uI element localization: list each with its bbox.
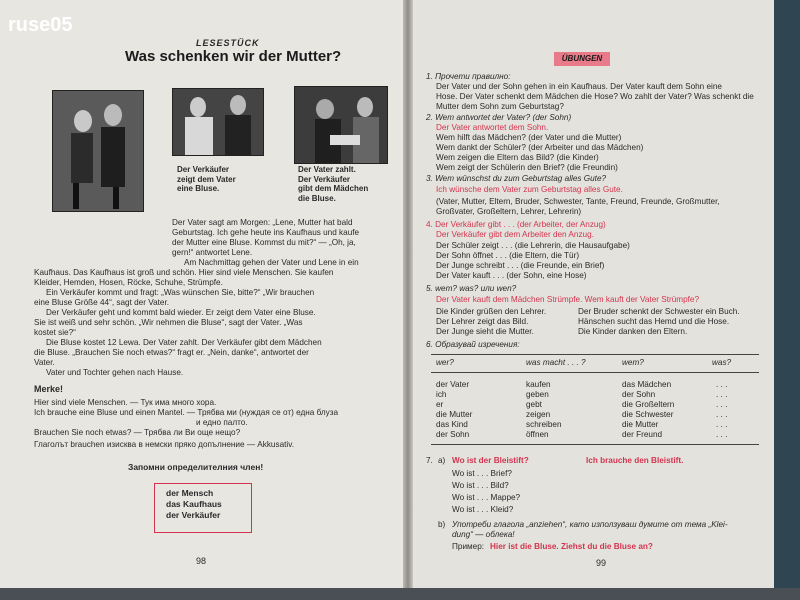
- caption-line: gibt dem Mädchen: [298, 184, 369, 193]
- ex1-line: Hose. Der Vater schenkt dem Mädchen die Hose? Wo zahlt der Vater? Was schenkt die: [436, 92, 754, 101]
- table-cell: der Sohn: [436, 430, 470, 439]
- article-box-text: [166, 488, 222, 521]
- ex2-answer: Der Vater antwortet dem Sohn.: [436, 123, 549, 132]
- table-cell: . . .: [716, 380, 728, 389]
- ex2-line: Wem zeigt der Schülerin den Brief? (die Freundin): [436, 163, 618, 172]
- page-number-right: 99: [596, 558, 607, 568]
- ex4-answer: Der Verkäufer gibt dem Arbeiter den Anzug.: [436, 230, 594, 239]
- table-header: was?: [712, 358, 732, 367]
- table-cell: zeigen: [526, 410, 551, 419]
- memo-heading: Запомни определителния член!: [128, 462, 264, 472]
- text-line: Vater.: [34, 358, 55, 367]
- table-cell: . . .: [716, 420, 728, 429]
- table-header: was macht . . . ?: [526, 358, 586, 367]
- text-line: Kaufhaus. Das Kaufhaus ist groß und schön. Hier sind viele Menschen. Sie kaufen: [34, 268, 334, 277]
- photo-payment: [294, 86, 388, 164]
- table-cell: geben: [526, 390, 549, 399]
- ex4-line: Der Schüler zeigt . . . (die Lehrerin, die Hausaufgabe): [436, 241, 630, 250]
- ex7-question: Wo ist der Bleistift?: [452, 456, 529, 465]
- ex4-line: Der Sohn öffnet . . . (die Eltern, die Tür): [436, 251, 580, 260]
- table-cell: der Vater: [436, 380, 470, 389]
- box-line: das Kaufhaus: [166, 499, 222, 509]
- ex7-line: Wo ist . . . Bild?: [452, 481, 509, 490]
- caption-line: die Bluse.: [298, 193, 336, 203]
- text-line: Der Vater sagt am Morgen: „Lene, Mutter hat bald: [172, 218, 353, 227]
- merke-line: Brauchen Sie noch etwas? — Трябва ли Ви още нещо?: [34, 428, 241, 437]
- caption-line: eine Bluse.: [177, 184, 220, 193]
- text-line: Ein Verkäufer kommt und fragt: „Was wünschen Sie, bitte?“ „Wir brauchen: [46, 288, 315, 297]
- table-header: wer?: [436, 358, 454, 367]
- caption-line: Der Vater zahlt.: [298, 165, 356, 174]
- text-line: gern!“ antwortet Lene.: [172, 248, 253, 257]
- ex5-col2-line: Hänschen sucht das Hemd und die Hose.: [578, 317, 730, 326]
- text-line: Vater und Tochter gehen nach Hause.: [46, 368, 184, 377]
- table-cell: die Schwester: [622, 410, 674, 419]
- merke-heading: Merke!: [34, 384, 64, 394]
- table-cell: die Mutter: [436, 410, 473, 419]
- caption-2: [298, 165, 368, 203]
- table-cell: die Großeltern: [622, 400, 675, 409]
- box-line: der Mensch: [166, 488, 214, 498]
- table-cell: schreiben: [526, 420, 562, 429]
- ex5-col1-line: Der Lehrer zeigt das Bild.: [436, 317, 529, 326]
- ex2-heading: 2. Wem antwortet der Vater? (der Sohn): [426, 113, 572, 122]
- ex4-heading: 4. Der Verkäufer gibt . . . (der Arbeiter, der Anzug): [426, 220, 606, 229]
- table-cell: das Kind: [436, 420, 468, 429]
- ex1-line: Der Vater und der Sohn gehen in ein Kaufhaus. Der Vater kauft dem Sohn eine: [436, 82, 722, 91]
- merke-line: Глаголът brauchen изисква в немски пряко допълнение — Akkusativ.: [34, 440, 294, 449]
- table-cell: der Freund: [622, 430, 663, 439]
- caption-line: zeigt dem Vater: [177, 174, 236, 184]
- ubungen-heading: ÜBUNGEN: [554, 52, 610, 66]
- page-number-left: 98: [196, 556, 207, 566]
- table-cell: das Mädchen: [622, 380, 672, 389]
- table-cell: . . .: [716, 410, 728, 419]
- text-line: der Mutter eine Bluse. Kommst du mit?“ — „Oh, ja,: [172, 238, 356, 247]
- book-spine: [403, 0, 413, 600]
- table-cell: er: [436, 400, 444, 409]
- ex2-line: Wem zeigen die Eltern das Bild? (die Kinder): [436, 153, 599, 162]
- table-cell: . . .: [716, 390, 728, 399]
- table-rule: [431, 354, 759, 355]
- ex3-answer: Ich wünsche dem Vater zum Geburtstag alles Gute.: [436, 185, 623, 194]
- photo-father-daughter: [52, 90, 144, 212]
- table-cell: die Mutter: [622, 420, 659, 429]
- ex7-a-label: a): [438, 456, 446, 465]
- merke-line: и едно палто.: [196, 418, 248, 427]
- merke-line: Ich brauche eine Bluse und einen Mantel. — Трябва ми (нуждая се от) една блуза: [34, 408, 339, 417]
- ex7-line: Wo ist . . . Mappe?: [452, 493, 521, 502]
- box-line: der Verkäufer: [166, 510, 221, 520]
- text-line: Der Verkäufer geht und kommt bald wieder. Er zeigt dem Vater eine Bluse.: [46, 308, 316, 317]
- caption-line: Der Verkäufer: [298, 174, 351, 184]
- caption-1: [177, 165, 236, 194]
- table-cell: . . .: [716, 400, 728, 409]
- watermark: ruse05: [8, 14, 73, 36]
- ex5-col1-line: Die Kinder grüßen den Lehrer.: [436, 307, 547, 316]
- text-line: kostet sie?“: [34, 328, 76, 337]
- cover-edge-right: [774, 0, 800, 600]
- ex2-line: Wem hilft das Mädchen? (der Vater und die Mutter): [436, 133, 622, 142]
- ex7-example-label: Пример:: [452, 542, 485, 551]
- table-cell: kaufen: [526, 380, 551, 389]
- page-title: Was schenken wir der Mutter?: [125, 48, 342, 65]
- text-line: Sie ist weiß und sehr schön. „Wir nehmen die Bluse“, sagt der Vater. „Was: [34, 318, 303, 327]
- ex7-b-label: b): [438, 520, 446, 529]
- caption-line: Der Verkäufer: [177, 165, 230, 174]
- text-line: Am Nachmittag gehen der Vater und Lene in ein: [184, 258, 359, 267]
- ex3-line: Großvater, Großeltern, Lehrer, Lehrerin): [436, 207, 582, 216]
- merke-line: Hier sind viele Menschen. — Тук има много хора.: [34, 398, 217, 407]
- ex3-heading: 3. Wem wünschst du zum Geburtstag alles Gute?: [426, 174, 607, 183]
- text-line: Die Bluse kostet 12 Lewa. Der Vater zahlt. Der Verkäufer gibt dem Mädchen: [46, 338, 322, 347]
- table-cell: öffnen: [526, 430, 549, 439]
- table-cell: gebt: [526, 400, 542, 409]
- ex1-heading: 1. Прочети правилно:: [426, 72, 511, 81]
- ex6-heading: 6. Образувай изречения:: [426, 340, 520, 349]
- ex7-line: Wo ist . . . Brief?: [452, 469, 512, 478]
- table-rule: [431, 444, 759, 445]
- table-cell: ich: [436, 390, 447, 399]
- table-cell: . . .: [716, 430, 728, 439]
- section-heading: LESESTÜCK: [196, 38, 260, 48]
- ex4-line: Der Vater kauft . . . (der Sohn, eine Hose): [436, 271, 587, 280]
- ex3-line: (Vater, Mutter, Eltern, Bruder, Schwester, Tante, Freund, Freunde, Großmutter,: [436, 197, 720, 206]
- cover-edge-bottom: [0, 588, 800, 600]
- text-line: eine Bluse Größe 44“, sagt der Vater.: [34, 298, 170, 307]
- ex4-line: Der Junge schreibt . . . (die Freunde, ein Brief): [436, 261, 605, 270]
- ex5-answer: Der Vater kauft dem Mädchen Strümpfe. Wem kauft der Vater Strümpfe?: [436, 295, 700, 304]
- ex5-col2-line: Der Bruder schenkt der Schwester ein Buch.: [578, 307, 740, 316]
- ex2-line: Wem dankt der Schüler? (der Arbeiter und das Mädchen): [436, 143, 644, 152]
- ex5-col2-line: Die Kinder danken den Eltern.: [578, 327, 688, 336]
- ex7-example: Hier ist die Bluse. Ziehst du die Bluse an?: [490, 542, 653, 551]
- ex5-col1-line: Der Junge sieht die Mutter.: [436, 327, 534, 336]
- photo-salesman: [172, 88, 264, 156]
- table-header: wem?: [622, 358, 644, 367]
- ex1-line: Mutter dem Sohn zum Geburtstag?: [436, 102, 564, 111]
- ex7-b-line: dung“ — облека!: [452, 530, 515, 539]
- ex7-number: 7.: [426, 456, 433, 465]
- ex7-answer: Ich brauche den Bleistift.: [586, 456, 684, 465]
- text-line: Kleider, Hemden, Hosen, Röcke, Schuhe, Strümpfe.: [34, 278, 223, 287]
- ex7-b-line: Употреби глагола „anziehen“, като използуваш думите от тема „Klei-: [452, 520, 728, 529]
- text-line: die Bluse. „Brauchen Sie noch etwas?“ fragt er. „Nein, danke“, antwortet der: [34, 348, 309, 357]
- ex7-line: Wo ist . . . Kleid?: [452, 505, 514, 514]
- ex5-heading: 5. wem? was? или wen?: [426, 284, 517, 293]
- text-line: Geburtstag. Ich gehe heute ins Kaufhaus und kaufe: [172, 228, 360, 237]
- table-cell: der Sohn: [622, 390, 656, 399]
- table-rule: [431, 372, 759, 373]
